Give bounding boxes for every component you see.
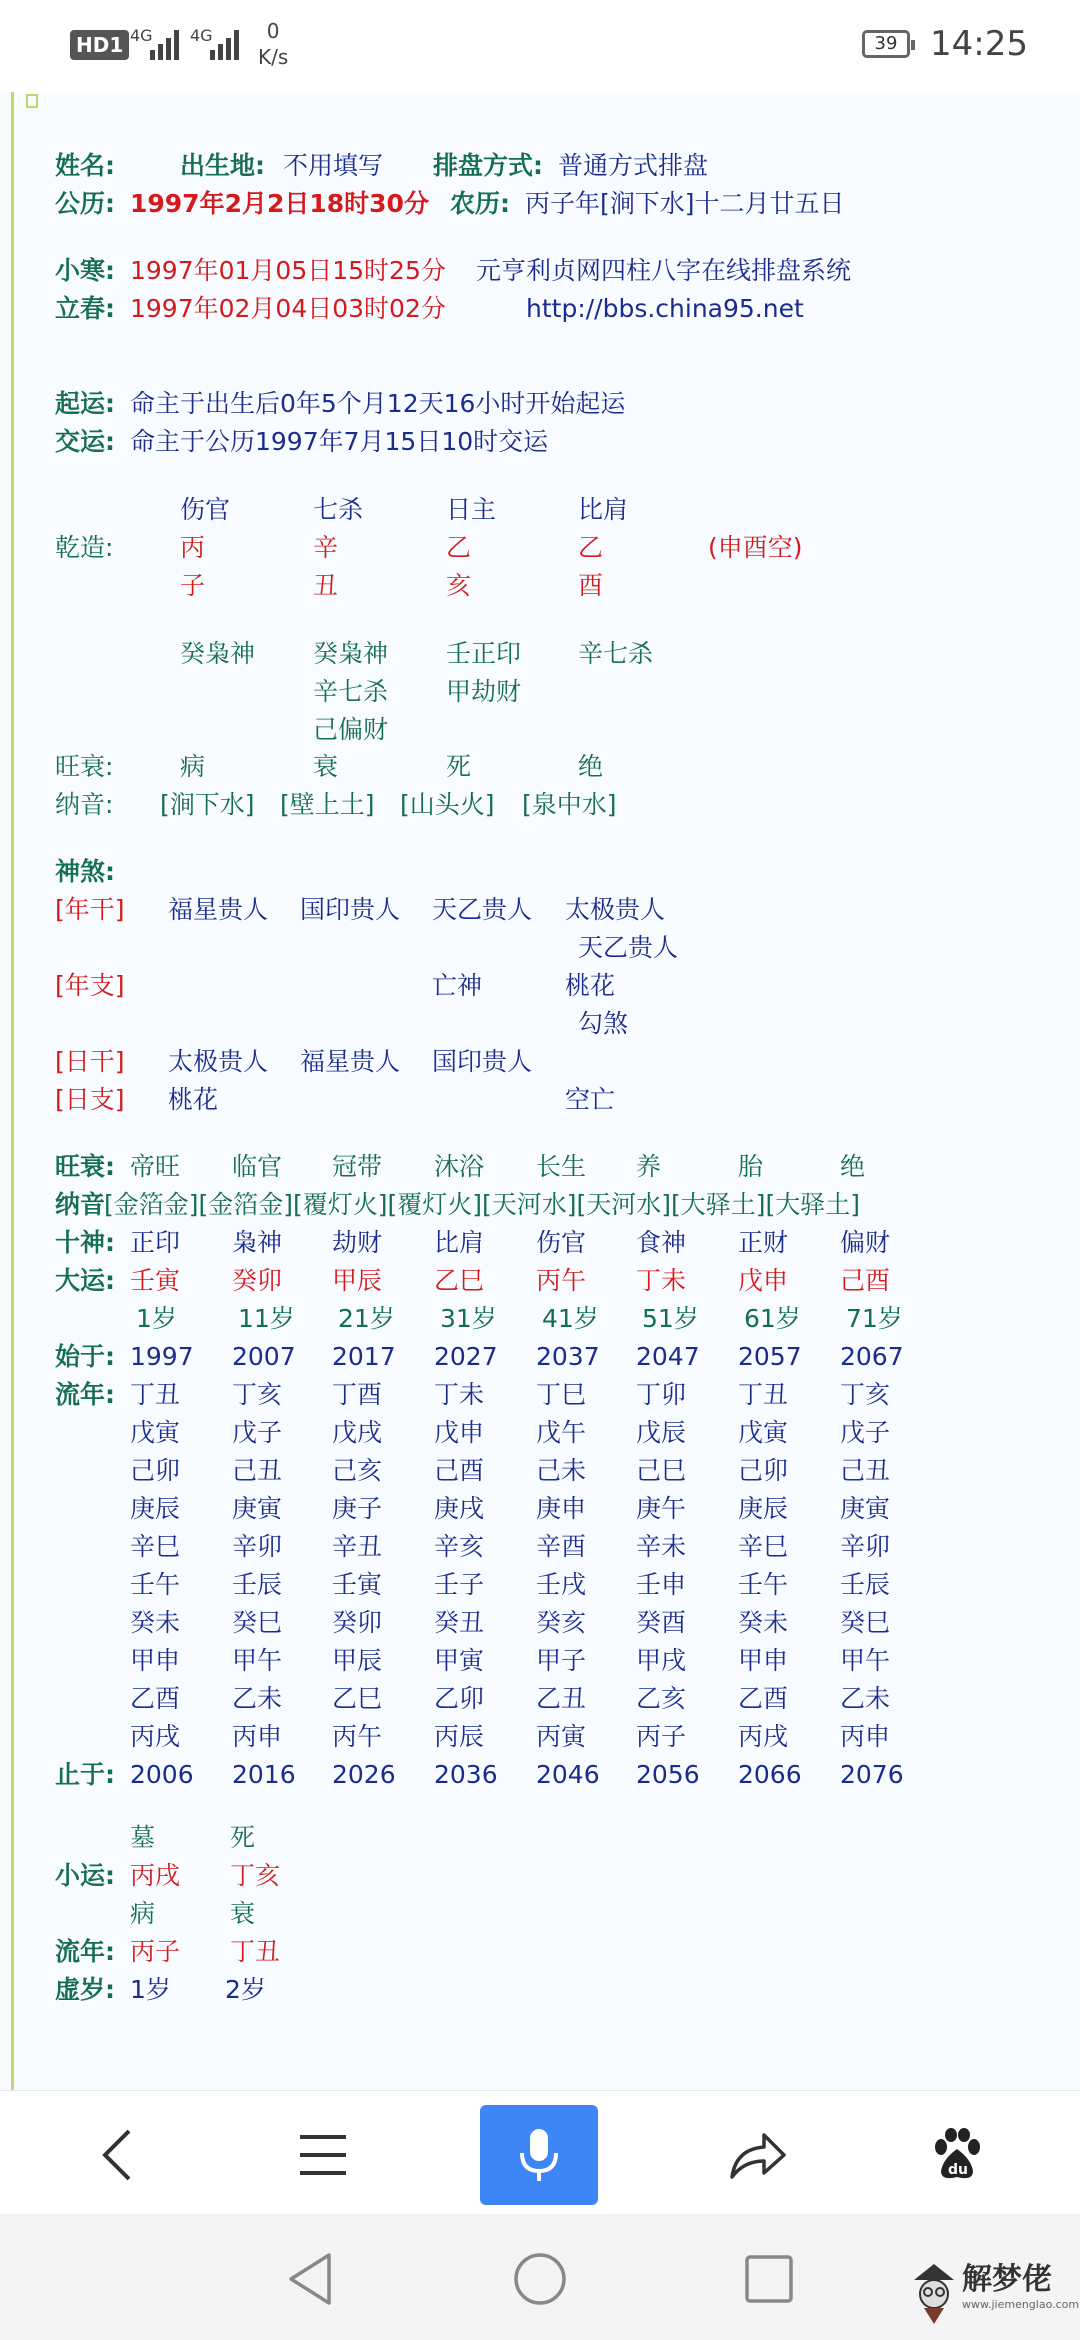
- pillar-branch: 子: [180, 571, 206, 600]
- liunian-cell: 癸未: [130, 1608, 181, 1637]
- watermark-logo-icon: [910, 2258, 958, 2328]
- liunian-cell: 乙酉: [738, 1684, 789, 1713]
- name-label: 姓名:: [55, 151, 115, 180]
- lunar-date-value: 丙子年[涧下水]十二月廿五日: [525, 189, 845, 218]
- triangle-back-icon: [285, 2251, 335, 2307]
- liunian-cell: 甲申: [130, 1646, 181, 1675]
- share-icon: [728, 2129, 788, 2181]
- solar-date-value: 1997年2月2日18时30分: [130, 189, 429, 218]
- liunian-cell: 丁酉: [332, 1380, 383, 1409]
- baidu-paw-icon: [929, 2127, 985, 2183]
- ri-zhi-label: [日支]: [55, 1085, 125, 1114]
- shensha-item: 亡神: [432, 971, 483, 1000]
- pillar-stem: 辛: [313, 533, 339, 562]
- dayun-shishen: 正财: [738, 1228, 789, 1257]
- shensha-item: 空亡: [565, 1085, 616, 1114]
- dayun-start-year: 2027: [434, 1342, 498, 1371]
- clock: 14:25: [930, 24, 1028, 64]
- liunian-cell: 甲子: [536, 1646, 587, 1675]
- voice-search-button[interactable]: [480, 2105, 598, 2205]
- liunian-cell: 壬辰: [232, 1570, 283, 1599]
- liunian-cell: 辛巳: [738, 1532, 789, 1561]
- liunian-cell: 丁卯: [636, 1380, 687, 1409]
- liunian-cell: 乙卯: [434, 1684, 485, 1713]
- dayun-end-year: 2046: [536, 1760, 600, 1789]
- liunian-cell: 己卯: [130, 1456, 181, 1485]
- liunian-cell: 辛酉: [536, 1532, 587, 1561]
- network-speed: 0 K/s: [258, 19, 289, 69]
- liunian-cell: 壬寅: [332, 1570, 383, 1599]
- qiyun-label: 起运:: [55, 389, 115, 418]
- dayun-end-year: 2056: [636, 1760, 700, 1789]
- dayun-end-year: 2026: [332, 1760, 396, 1789]
- liunian-cell: 戊子: [232, 1418, 283, 1447]
- nian-gan-label: [年干]: [55, 895, 125, 924]
- liunian-cell: 癸卯: [332, 1608, 383, 1637]
- left-border: [11, 92, 14, 2090]
- xiaohan-label: 小寒:: [55, 256, 115, 285]
- dayun-start-year: 2057: [738, 1342, 802, 1371]
- liunian-cell: 甲寅: [434, 1646, 485, 1675]
- dayun-wangshuai: 长生: [536, 1152, 587, 1181]
- browser-toolbar: [0, 2090, 1080, 2215]
- liunian-cell: 癸巳: [232, 1608, 283, 1637]
- liunian-cell: 癸未: [738, 1608, 789, 1637]
- dayun-start-year: 2017: [332, 1342, 396, 1371]
- liunian-cell: 甲午: [840, 1646, 891, 1675]
- liunian-cell: 辛巳: [130, 1532, 181, 1561]
- circle-home-icon: [512, 2251, 568, 2307]
- dayun-wangshuai: 绝: [840, 1152, 866, 1181]
- liunian-cell: 己丑: [840, 1456, 891, 1485]
- shensha-item: 太极贵人: [565, 895, 666, 924]
- dayun-pillar: 甲辰: [332, 1266, 383, 1295]
- sim1-signal-icon: [150, 28, 179, 60]
- pillar-stem: 丙: [180, 533, 206, 562]
- dayun-age: 61岁: [744, 1304, 801, 1333]
- dayun-wangshuai-label: 旺衰:: [55, 1152, 115, 1181]
- hidden-stem: 己偏财: [313, 715, 389, 744]
- svg-text:du: du: [948, 2162, 968, 2178]
- lichun-label: 立春:: [55, 294, 115, 323]
- microphone-icon: [517, 2127, 561, 2183]
- dayun-age: 41岁: [542, 1304, 599, 1333]
- liunian-cell: 丙子: [636, 1722, 687, 1751]
- hidden-stem: 辛七杀: [578, 639, 654, 668]
- dayun-end-year: 2006: [130, 1760, 194, 1789]
- liunian-cell: 壬午: [130, 1570, 181, 1599]
- xiaoyun-liunian: 丙子: [130, 1937, 181, 1966]
- dayun-pillar: 戊申: [738, 1266, 789, 1295]
- wangshuai-value: 绝: [578, 752, 604, 781]
- liunian-cell: 己亥: [332, 1456, 383, 1485]
- nayin-value: [壁上土]: [280, 790, 375, 819]
- gender-label: 乾造:: [55, 533, 114, 562]
- hidden-stem: 辛七杀: [313, 677, 389, 706]
- dayun-nayin-label: 纳音: [55, 1190, 106, 1219]
- watermark-url: www.jiemenglao.com: [962, 2298, 1080, 2311]
- dayun-wangshuai: 临官: [232, 1152, 283, 1181]
- liunian-cell: 乙酉: [130, 1684, 181, 1713]
- shensha-item: 天乙贵人: [578, 933, 679, 962]
- liunian-cell: 癸巳: [840, 1608, 891, 1637]
- shensha-item: 国印贵人: [432, 1047, 533, 1076]
- dayun-shishen: 伤官: [536, 1228, 587, 1257]
- wangshuai-value: 病: [180, 752, 206, 781]
- liunian-cell: 庚戌: [434, 1494, 485, 1523]
- shensha-item: 太极贵人: [168, 1047, 269, 1076]
- liunian-cell: 己丑: [232, 1456, 283, 1485]
- pillar-stem: 乙: [446, 533, 472, 562]
- liunian-cell: 甲辰: [332, 1646, 383, 1675]
- share-button[interactable]: [703, 2105, 813, 2205]
- shensha-item: 天乙贵人: [432, 895, 533, 924]
- dayun-wangshuai: 帝旺: [130, 1152, 181, 1181]
- hd-voice-icon: HD1: [70, 30, 129, 60]
- shensha-item: 桃花: [565, 971, 616, 1000]
- liunian-cell: 丁亥: [840, 1380, 891, 1409]
- pillar-branch: 丑: [313, 571, 339, 600]
- liunian-cell: 甲戌: [636, 1646, 687, 1675]
- xiaoyun-state: 衰: [230, 1899, 256, 1928]
- liunian-cell: 丙午: [332, 1722, 383, 1751]
- hidden-stem: 癸枭神: [180, 639, 256, 668]
- liunian-cell: 丁巳: [536, 1380, 587, 1409]
- dayun-pillar: 癸卯: [232, 1266, 283, 1295]
- liunian-cell: 乙亥: [636, 1684, 687, 1713]
- liunian-cell: 乙丑: [536, 1684, 587, 1713]
- liunian-cell: 丙申: [232, 1722, 283, 1751]
- liunian-cell: 庚寅: [232, 1494, 283, 1523]
- method-value: 普通方式排盘: [558, 151, 709, 180]
- liunian-cell: 己未: [536, 1456, 587, 1485]
- xiaoyun-value: 丁亥: [230, 1861, 281, 1890]
- solar-date-label: 公历:: [55, 189, 115, 218]
- dayun-age: 31岁: [440, 1304, 497, 1333]
- xusui-value: 1岁: [130, 1975, 171, 2004]
- back-button[interactable]: [62, 2105, 172, 2205]
- void-branches: (申酉空): [708, 533, 803, 562]
- liunian-cell: 己巳: [636, 1456, 687, 1485]
- liunian-cell: 庚辰: [738, 1494, 789, 1523]
- liunian-cell: 庚子: [332, 1494, 383, 1523]
- back-icon: [97, 2127, 137, 2183]
- shensha-item: 勾煞: [578, 1009, 629, 1038]
- nayin-value: [山头火]: [400, 790, 495, 819]
- dayun-age: 51岁: [642, 1304, 699, 1333]
- liunian-cell: 癸亥: [536, 1608, 587, 1637]
- pillar-god: 伤官: [180, 495, 231, 524]
- sim1-network-label: 4G: [130, 26, 153, 45]
- liunian-cell: 壬辰: [840, 1570, 891, 1599]
- dayun-end-year: 2066: [738, 1760, 802, 1789]
- dayun-liunian-label: 流年:: [55, 1380, 115, 1409]
- liunian-cell: 丁未: [434, 1380, 485, 1409]
- status-bar: [0, 0, 1080, 92]
- liunian-cell: 甲申: [738, 1646, 789, 1675]
- liunian-cell: 乙未: [840, 1684, 891, 1713]
- liunian-cell: 戊戌: [332, 1418, 383, 1447]
- dayun-start-year: 2007: [232, 1342, 296, 1371]
- nayin-value: [涧下水]: [160, 790, 255, 819]
- dayun-start-year: 2047: [636, 1342, 700, 1371]
- dayun-shishen-label: 十神:: [55, 1228, 115, 1257]
- liunian-cell: 己酉: [434, 1456, 485, 1485]
- site-url-link[interactable]: http://bbs.china95.net: [526, 294, 804, 323]
- liunian-cell: 丙辰: [434, 1722, 485, 1751]
- liunian-cell: 辛卯: [232, 1532, 283, 1561]
- dayun-end-year: 2076: [840, 1760, 904, 1789]
- pillar-god: 日主: [446, 495, 497, 524]
- dayun-age: 1岁: [136, 1304, 177, 1333]
- xiaoyun-value: 丙戌: [130, 1861, 181, 1890]
- nav-back-button[interactable]: [275, 2244, 345, 2314]
- liunian-cell: 乙未: [232, 1684, 283, 1713]
- liunian-cell: 癸酉: [636, 1608, 687, 1637]
- pillar-branch: 亥: [446, 571, 472, 600]
- dayun-shishen: 正印: [130, 1228, 181, 1257]
- menu-button[interactable]: [268, 2105, 378, 2205]
- liunian-cell: 丙戌: [738, 1722, 789, 1751]
- dayun-shishen: 比肩: [434, 1228, 485, 1257]
- liunian-cell: 戊辰: [636, 1418, 687, 1447]
- liunian-cell: 戊午: [536, 1418, 587, 1447]
- jiaoyun-value: 命主于公历1997年7月15日10时交运: [130, 427, 549, 456]
- square-recents-icon: [743, 2253, 795, 2305]
- ri-gan-label: [日干]: [55, 1047, 125, 1076]
- lunar-date-label: 农历:: [450, 189, 510, 218]
- liunian-cell: 丁丑: [130, 1380, 181, 1409]
- xusui-label: 虚岁:: [55, 1975, 115, 2004]
- liunian-cell: 戊申: [434, 1418, 485, 1447]
- dayun-pillar: 己酉: [840, 1266, 891, 1295]
- liunian-cell: 辛亥: [434, 1532, 485, 1561]
- liunian-cell: 壬午: [738, 1570, 789, 1599]
- liunian-cell: 丁丑: [738, 1380, 789, 1409]
- dayun-age: 21岁: [338, 1304, 395, 1333]
- nav-home-button[interactable]: [505, 2244, 575, 2314]
- xiaoyun-state: 死: [230, 1823, 256, 1852]
- dayun-end-year: 2016: [232, 1760, 296, 1789]
- bazi-chart-page: [0, 92, 1080, 2090]
- xiaoyun-liunian: 丁丑: [230, 1937, 281, 1966]
- dayun-end-label: 止于:: [55, 1760, 115, 1789]
- xusui-value: 2岁: [225, 1975, 266, 2004]
- dayun-pillar: 壬寅: [130, 1266, 181, 1295]
- qiyun-value: 命主于出生后0年5个月12天16小时开始起运: [130, 389, 626, 418]
- dayun-start-year: 2067: [840, 1342, 904, 1371]
- liunian-cell: 庚申: [536, 1494, 587, 1523]
- liunian-cell: 壬戌: [536, 1570, 587, 1599]
- dayun-pillar: 丁未: [636, 1266, 687, 1295]
- liunian-cell: 戊寅: [130, 1418, 181, 1447]
- liunian-cell: 己卯: [738, 1456, 789, 1485]
- dayun-start-year: 2037: [536, 1342, 600, 1371]
- dayun-wangshuai: 冠带: [332, 1152, 383, 1181]
- nav-recents-button[interactable]: [734, 2244, 804, 2314]
- liunian-cell: 癸丑: [434, 1608, 485, 1637]
- nian-zhi-label: [年支]: [55, 971, 125, 1000]
- hidden-stem: 癸枭神: [313, 639, 389, 668]
- dayun-end-year: 2036: [434, 1760, 498, 1789]
- liunian-cell: 辛未: [636, 1532, 687, 1561]
- checkbox-icon: [26, 94, 38, 108]
- dayun-shishen: 劫财: [332, 1228, 383, 1257]
- liunian-cell: 戊子: [840, 1418, 891, 1447]
- nayin-value: [泉中水]: [522, 790, 617, 819]
- liunian-cell: 乙巳: [332, 1684, 383, 1713]
- liunian-cell: 丁亥: [232, 1380, 283, 1409]
- jiaoyun-label: 交运:: [55, 427, 115, 456]
- xiaoyun-state: 墓: [130, 1823, 156, 1852]
- dayun-nayin-values: [金箔金][金箔金][覆灯火][覆灯火][天河水][天河水][大驿土][大驿土]: [104, 1190, 861, 1219]
- battery-icon: 39: [862, 30, 910, 58]
- dayun-pillar: 乙巳: [434, 1266, 485, 1295]
- pillar-branch: 酉: [578, 571, 604, 600]
- nayin-label: 纳音:: [55, 790, 114, 819]
- birthplace-value: 不用填写: [283, 151, 384, 180]
- liunian-cell: 丙申: [840, 1722, 891, 1751]
- lichun-value: 1997年02月04日03时02分: [130, 294, 446, 323]
- wangshuai-label: 旺衰:: [55, 752, 114, 781]
- wangshuai-value: 死: [446, 752, 472, 781]
- liunian-cell: 壬子: [434, 1570, 485, 1599]
- dayun-shishen: 食神: [636, 1228, 687, 1257]
- wangshuai-value: 衰: [313, 752, 339, 781]
- pillar-god: 比肩: [578, 495, 629, 524]
- dayun-age: 71岁: [846, 1304, 903, 1333]
- dayun-wangshuai: 养: [636, 1152, 662, 1181]
- dayun-start-label: 始于:: [55, 1342, 115, 1371]
- xiaohan-value: 1997年01月05日15时25分: [130, 256, 446, 285]
- shensha-item: 福星贵人: [168, 895, 269, 924]
- dayun-wangshuai: 沐浴: [434, 1152, 485, 1181]
- liunian-cell: 庚寅: [840, 1494, 891, 1523]
- sim2-network-label: 4G: [190, 26, 213, 45]
- dayun-label: 大运:: [55, 1266, 115, 1295]
- liunian-cell: 甲午: [232, 1646, 283, 1675]
- liunian-cell: 庚午: [636, 1494, 687, 1523]
- shensha-item: 福星贵人: [300, 1047, 401, 1076]
- shensha-item: 桃花: [168, 1085, 219, 1114]
- liunian-cell: 壬申: [636, 1570, 687, 1599]
- dayun-shishen: 偏财: [840, 1228, 891, 1257]
- liunian-cell: 戊寅: [738, 1418, 789, 1447]
- site-watermark: [910, 2250, 1080, 2335]
- xiaoyun-state: 病: [130, 1899, 156, 1928]
- liunian-cell: 辛卯: [840, 1532, 891, 1561]
- watermark-text: 解梦佬: [962, 2262, 1052, 2297]
- dayun-wangshuai: 胎: [738, 1152, 764, 1181]
- shensha-item: 国印贵人: [300, 895, 401, 924]
- birthplace-label: 出生地:: [180, 151, 265, 180]
- hidden-stem: 甲劫财: [446, 677, 522, 706]
- xiaoyun-label: 小运:: [55, 1861, 115, 1890]
- liunian-cell: 丙寅: [536, 1722, 587, 1751]
- liunian-cell: 辛丑: [332, 1532, 383, 1561]
- dayun-shishen: 枭神: [232, 1228, 283, 1257]
- pillar-god: 七杀: [313, 495, 364, 524]
- sim2-signal-icon: [210, 28, 239, 60]
- method-label: 排盘方式:: [433, 151, 543, 180]
- dayun-age: 11岁: [238, 1304, 295, 1333]
- shensha-title: 神煞:: [55, 857, 115, 886]
- pillar-stem: 乙: [578, 533, 604, 562]
- dayun-pillar: 丙午: [536, 1266, 587, 1295]
- baidu-button[interactable]: [902, 2105, 1012, 2205]
- liunian-cell: 丙戌: [130, 1722, 181, 1751]
- liunian-cell: 庚辰: [130, 1494, 181, 1523]
- menu-icon: [298, 2133, 348, 2177]
- dayun-start-year: 1997: [130, 1342, 194, 1371]
- xiaoyun-liunian-label: 流年:: [55, 1937, 115, 1966]
- system-name: 元亨利贞网四柱八字在线排盘系统: [476, 256, 852, 285]
- hidden-stem: 壬正印: [446, 639, 522, 668]
